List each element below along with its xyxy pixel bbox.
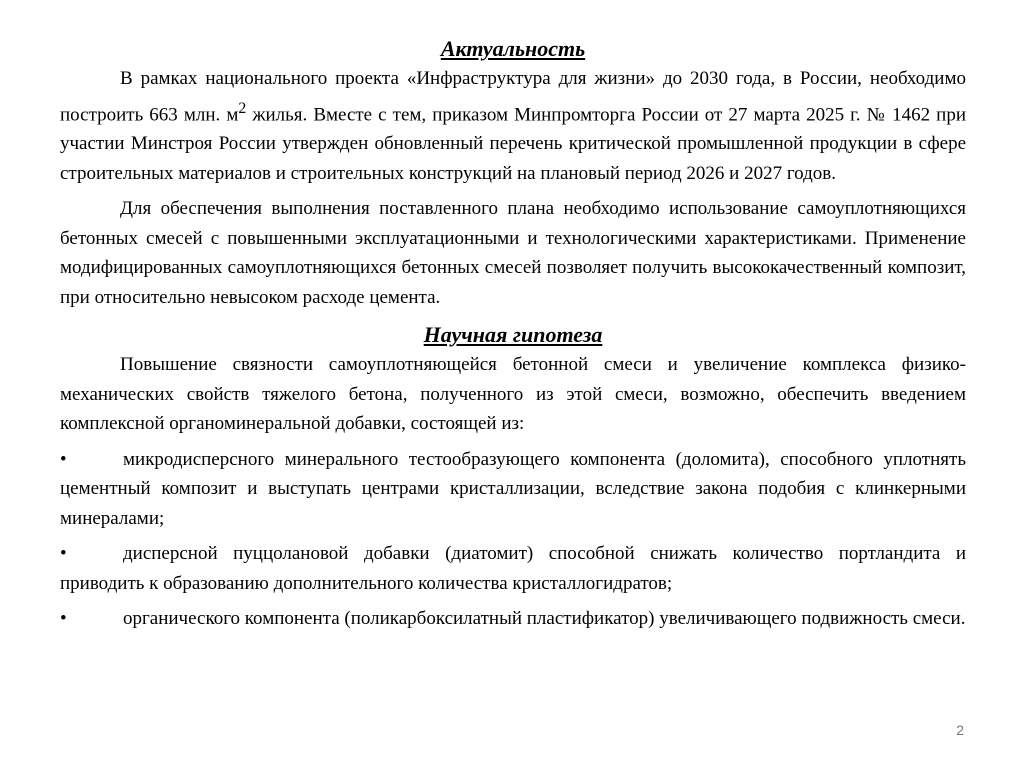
relevance-paragraph-1-part-b: жилья. Вместе с тем, приказом Минпромторга России от 27 марта 2025 г. № 1462 при участии Минстроя России утвержден обновленный перечень критической промышленной продукции в сфере строительных материалов и строительных конструкций на плановый период 2026 и 2027 годов. [60,103,966,184]
bullet-icon: • [60,608,67,630]
square-meter-superscript: 2 [238,99,247,117]
list-item-text: микродисперсного минерального тестообразующего компонента (доломита), способного уплотнять цементный композит и выступать центрами кристаллизации, вследствие закона подобия с клинкерными минералами; [60,448,966,529]
relevance-paragraph-2: Для обеспечения выполнения поставленного плана необходимо использование самоуплотняющихся бетонных смесей с повышенными эксплуатационными и технологическими характеристиками. Применение модифицированных самоуплотняющихся бетонных смесей позволяет получить высококачественный композит, при относительно невысоком расходе цемента. [60,198,966,308]
relevance-paragraph-1 [60,64,966,188]
relevance-heading: Актуальность [440,36,586,61]
list-item-text: дисперсной пуццолановой добавки (диатомит) способной снижать количество портландита и приводить к образованию дополнительного количества кристаллогидратов; [60,543,966,594]
hypothesis-intro: Повышение связности самоуплотняющейся бетонной смеси и увеличение комплекса физико-механических свойств тяжелого бетона, полученного из этой смеси, возможно, обеспечить введением комплексной органоминеральной добавки, состоящей из: [60,354,966,435]
additive-components-list [60,445,966,634]
list-item-text: органического компонента (поликарбоксилатный пластификатор) увеличивающего подвижность смеси. [123,608,966,630]
list-item [60,445,966,534]
list-item [60,604,966,634]
list-item [60,539,966,598]
slide-content [60,34,966,634]
hypothesis-heading: Научная гипотеза [423,322,603,348]
bullet-icon: • [60,543,67,565]
relevance-paragraph-1-part-a: В рамках национального проекта «Инфраструктура для жизни» до 2030 года, в России, необходимо построить 663 млн. м [60,68,966,125]
bullet-icon: • [60,448,67,470]
page-number: 2 [956,722,964,738]
